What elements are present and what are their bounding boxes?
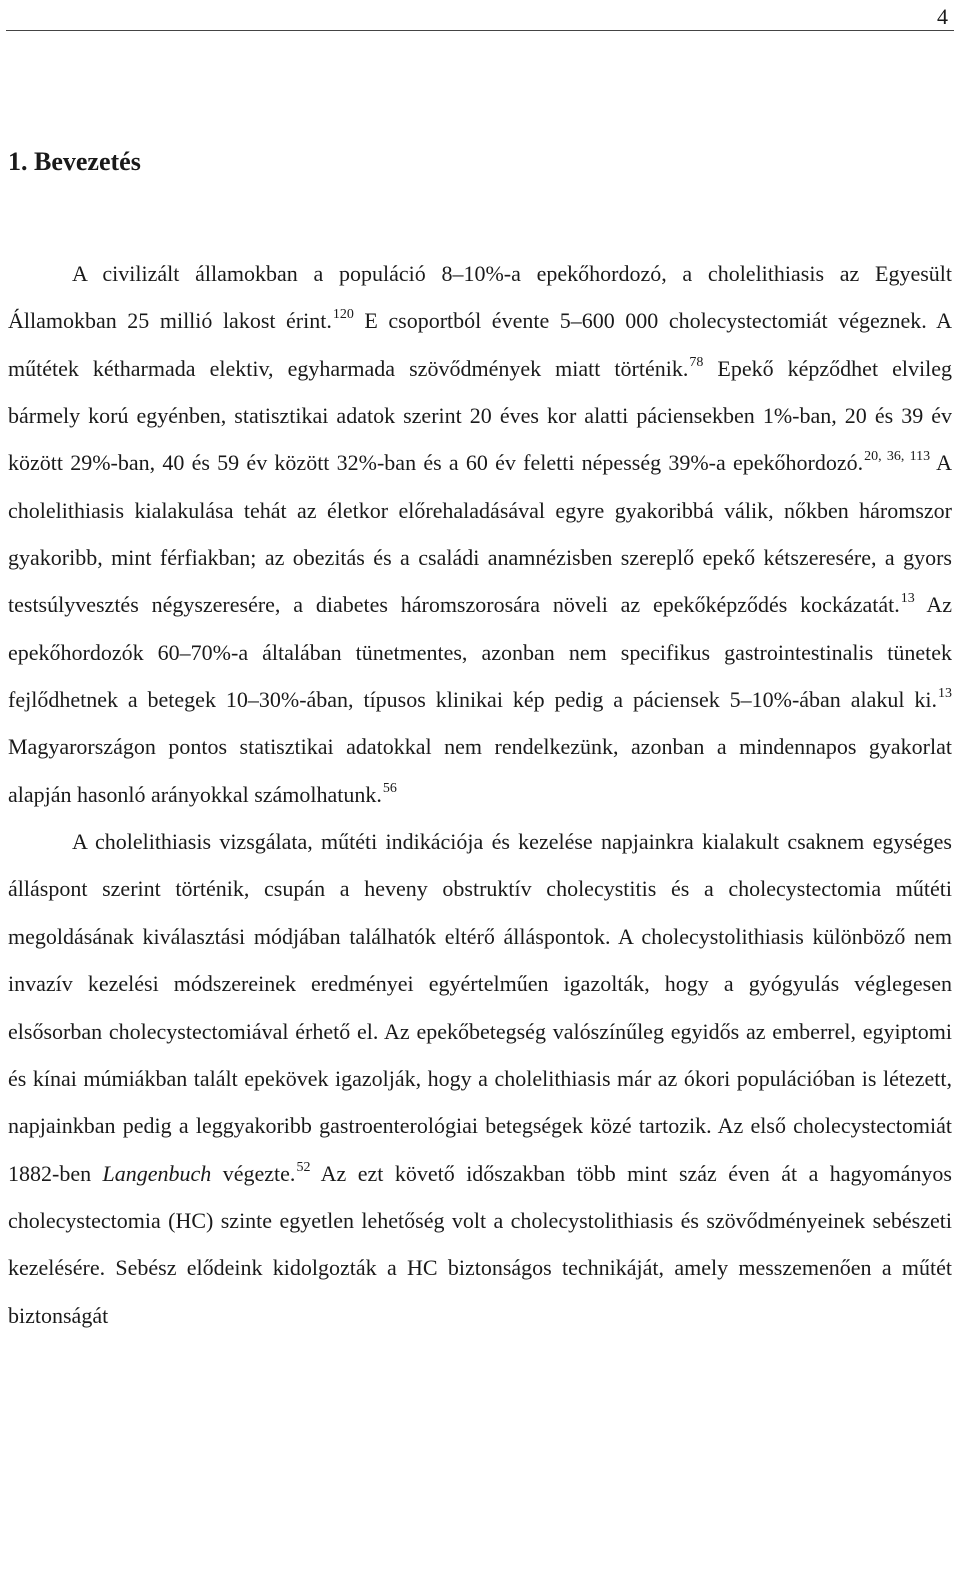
text-segment: A civilizált államokban a populáció 8–10%-a epekőhordozó, a cholelithiasis az Egyesült Államokban 25 millió lakost érint. [8, 261, 952, 334]
text-segment: Az epekőhordozók 60–70%-a általában tünetmentes, azonban nem specifikus gastrointestinalis tünetek fejlődhetnek a betegek 10–30%-ában, típusos klinikai kép pedig a páciensek 5–10%-ában alakul ki. [8, 592, 952, 713]
text-segment: végezte. [211, 1160, 296, 1186]
paragraph [8, 818, 952, 1339]
page-number: 4 [937, 4, 948, 29]
reference-citation: 20, 36, 113 [864, 449, 931, 465]
reference-citation: 52 [296, 1159, 311, 1175]
text-segment: E csoportból évente 5–600 000 cholecystectomiát végeznek. A műtétek kétharmada elektiv, egyharmada szövődmények miatt történik. [8, 308, 952, 381]
reference-citation: 120 [332, 307, 354, 323]
reference-citation: 56 [382, 780, 397, 796]
paragraph [8, 250, 952, 818]
body-text [8, 250, 952, 1339]
italic-name: Langenbuch [102, 1160, 212, 1186]
text-segment: A cholelithiasis vizsgálata, műtéti indikációja és kezelése napjainkra kialakult csaknem egységes álláspont szerint történik, csupán a heveny obstruktív cholecystitis és a cholecystectomia műtéti megoldásának kiválasztási módjában találhatók eltérő álláspontok. A cholecystolithiasis különböző nem invazív kezelési módszereinek eredményei egyértelműen igazolták, hogy a gyógyulás véglegesen elsősorban cholecystectomiával érhető el. Az epekőbetegség valószínűleg egyidős az emberrel, egyiptomi és kínai múmiákban talált epekövek igazolják, hogy a cholelithiasis már az ókori populációban is létezett, napjainkban pedig a leggyakoribb gastroenterológiai betegségek közé tartozik. Az első cholecystectomiát 1882-ben [8, 829, 952, 1186]
reference-citation: 78 [689, 354, 704, 370]
reference-citation: 13 [938, 686, 952, 702]
text-segment: Az ezt követő időszakban több mint száz éven át a hagyományos cholecystectomia (HC) szinte egyetlen lehetőség volt a cholecystolithiasis és szövődményeinek sebészeti kezelésére. Sebész elődeink kidolgozták a HC biztonságos technikáját, amely messzemenően a műtét biztonságát [8, 1160, 952, 1328]
text-segment: Epekő képződhet elvileg bármely korú egyénben, statisztikai adatok szerint 20 éves kor alatti páciensekben 1%-ban, 20 és 39 év között 29%-ban, 40 és 59 év között 32%-ban és a 60 év feletti népesség 39%-a epekőhordozó. [8, 355, 952, 476]
chapter-title: 1. Bevezetés [8, 147, 141, 176]
text-segment: Magyarországon pontos statisztikai adatokkal nem rendelkezünk, azonban a mindennapos gyakorlat alapján hasonló arányokkal számolhatunk. [8, 734, 952, 807]
reference-citation: 13 [900, 591, 915, 607]
header-divider [6, 30, 954, 31]
text-segment: A cholelithiasis kialakulása tehát az életkor előrehaladásával egyre gyakoribbá válik, nőkben háromszor gyakoribb, mint férfiakban; az obezitás és a családi anamnézisben szereplő epekő kétszeresére, a gyors testsúlyvesztés négyszeresére, a diabetes háromszorosára növeli az epekőképződés kockázatát. [8, 450, 952, 618]
